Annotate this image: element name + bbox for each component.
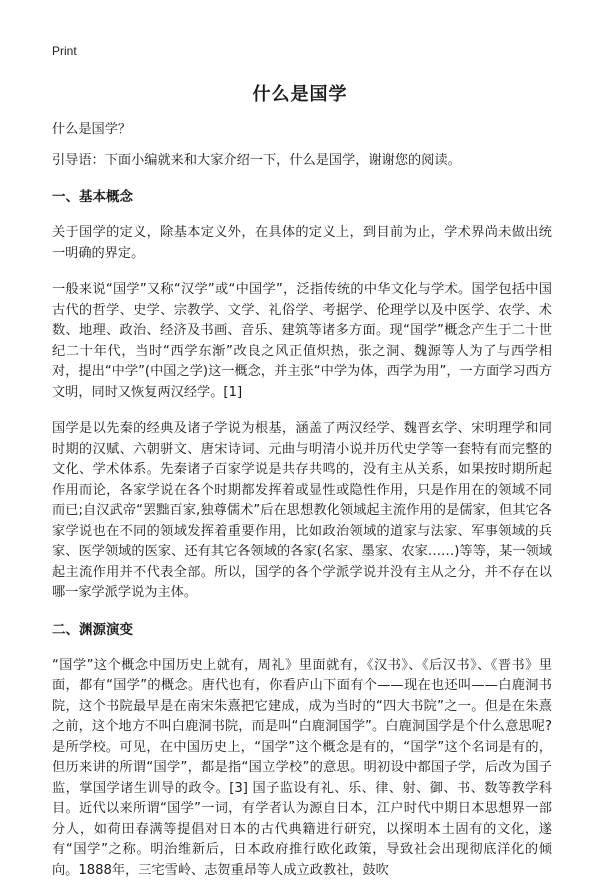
print-label: Print (52, 44, 77, 58)
article-body (52, 120, 552, 881)
paragraph: “国学”这个概念中国历史上就有，周礼》里面就有，《汉书》、《后汉书》、《晋书》里面，都有“国学”的概念。唐代也有，你看庐山下面有个——现在也还叫——白鹿洞书院，这个书院最早是在南宋朱熹把它建成，成为当时的“四大书院”之一。但是在朱熹之前，这个地方不叫白鹿洞书院，而是叫“白鹿洞国学”。白鹿洞国学是个什么意思呢?是所学校。可见，在中国历史上，“国学”这个概念是有的，“国学”这个名词是有的，但历来讲的所谓“国学”，都是指“国立学校”的意思。明初设中都国子学，后改为国子监，掌国学诸生训导的政令。[3] 国子监设有礼、乐、律、射、御、书、数等教学科目。近代以来所谓“国学”一词，有学者认为源自日本，江户时代中期日本思想界一部分人，如荷田春满等提倡对日本的古代典籍进行研究，以探明本土固有的文化，遂有“国学”之称。明治维新后，日本政府推行欧化政策，导致社会出现彻底洋化的倾向。1888年，三宅雪岭、志贺重昂等人成立政教社，鼓吹 (52, 656, 552, 881)
paragraph: 国学是以先秦的经典及诸子学说为根基，涵盖了两汉经学、魏晋玄学、宋明理学和同时期的汉赋、六朝骈文、唐宋诗词、元曲与明清小说并历代史学等一套特有而完整的文化、学术体系。先秦诸子百家学说是共存共鸣的，没有主从关系，如果按时期所起作用而论，各家学说在各个时期都发挥着或显性或隐性作用，只是作用在的领域不同而已;自汉武帝“罢黜百家,独尊儒术”后在思想教化领域起主流作用的是儒家，但其它各家学说也在不同的领域发挥着重要作用，比如政治领域的道家与法家、军事领域的兵家、医学领域的医家、还有其它各领域的各家(名家、墨家、农家……)等等，某一领域起主流作用并不代表全部。所以，国学的各个学派学说并没有主从之分，并不存在以哪一家学派学说为主体。 (52, 419, 552, 604)
section-heading-origin-evolution: 二、渊源演变 (52, 620, 552, 640)
section-heading-basic-concept: 一、基本概念 (52, 187, 552, 207)
question-line: 什么是国学？ (52, 120, 552, 141)
paragraph: 一般来说“国学”又称“汉学”或“中国学”，泛指传统的中华文化与学术。国学包括中国古代的哲学、史学、宗教学、文学、礼俗学、考据学、伦理学以及中医学、农学、术数、地理、政治、经济及书画、音乐、建筑等诸多方面。现“国学”概念产生于二十世纪二十年代，当时“西学东渐”改良之风正值炽热，张之洞、魏源等人为了与西学相对，提出“中学”(中国之学)这一概念，并主张“中学为体，西学为用”，一方面学习西方文明，同时又恢复两汉经学。[1] (52, 280, 552, 403)
intro-paragraph: 引导语：下面小编就来和大家介绍一下，什么是国学，谢谢您的阅读。 (52, 151, 552, 172)
page-title: 什么是国学 (0, 80, 600, 106)
paragraph: 关于国学的定义，除基本定义外，在具体的定义上，到目前为止，学术界尚未做出统一明确的界定。 (52, 223, 552, 264)
